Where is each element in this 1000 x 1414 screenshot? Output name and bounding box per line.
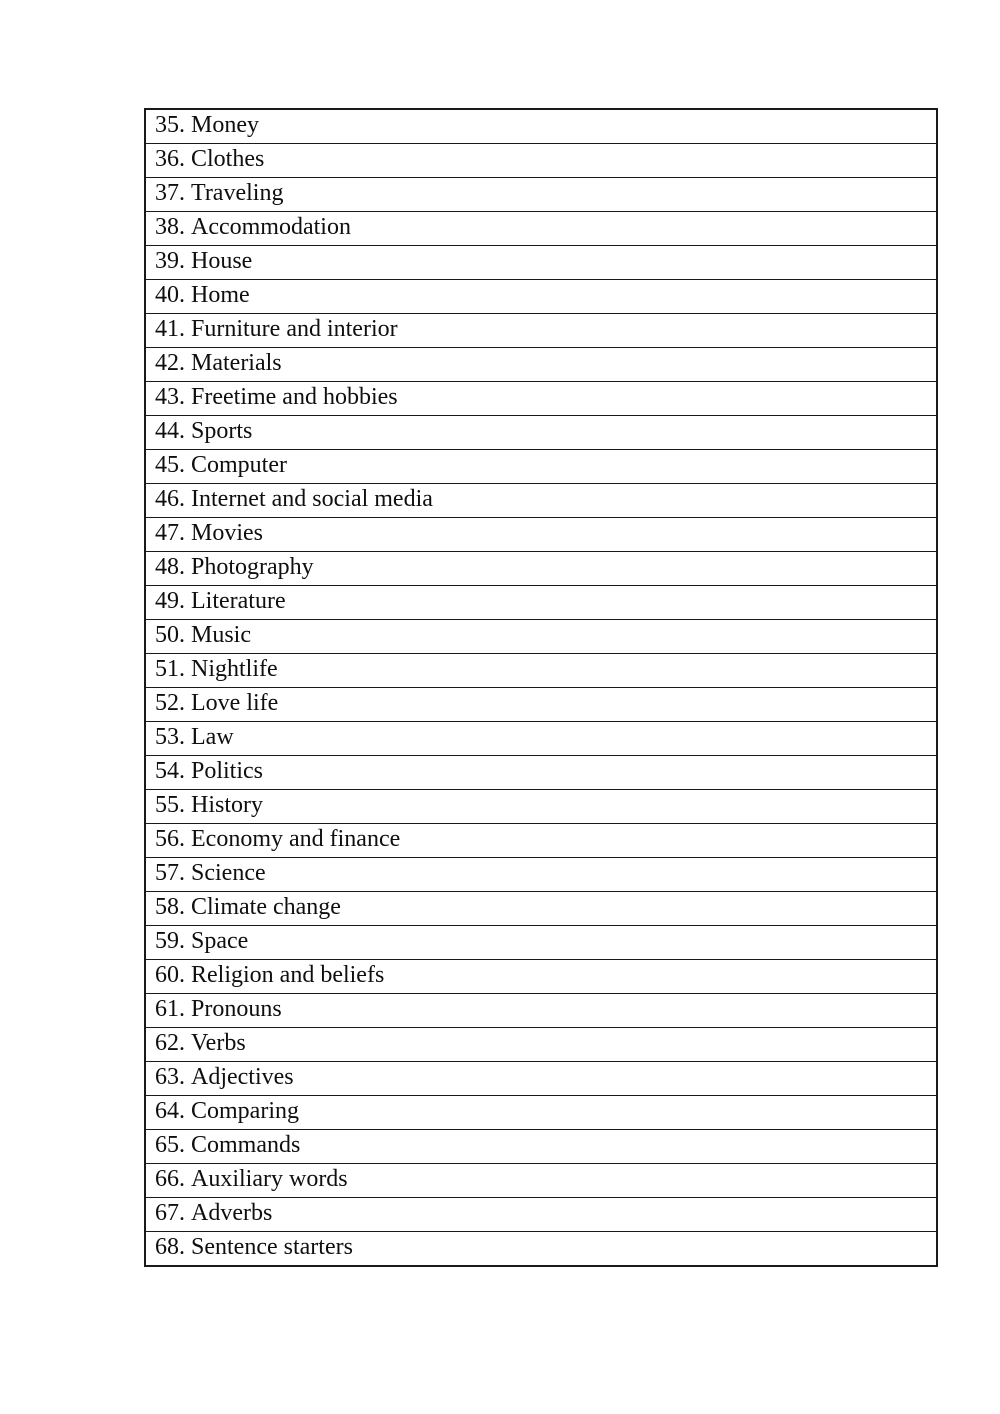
table-row bbox=[145, 484, 937, 518]
table-cell bbox=[145, 212, 937, 246]
table-row bbox=[145, 892, 937, 926]
table-row bbox=[145, 586, 937, 620]
table-cell bbox=[145, 1096, 937, 1130]
table-row bbox=[145, 722, 937, 756]
row-number: 66. bbox=[155, 1166, 185, 1193]
table-cell bbox=[145, 620, 937, 654]
contents-table bbox=[144, 108, 938, 1267]
table-cell bbox=[145, 1164, 937, 1198]
row-number: 38. bbox=[155, 214, 185, 241]
table-cell bbox=[145, 382, 937, 416]
table-cell bbox=[145, 790, 937, 824]
row-label: Comparing bbox=[191, 1098, 299, 1125]
row-number: 48. bbox=[155, 554, 185, 581]
row-label: Adjectives bbox=[191, 1064, 294, 1091]
row-number: 68. bbox=[155, 1234, 185, 1261]
table-cell bbox=[145, 722, 937, 756]
table-row bbox=[145, 654, 937, 688]
row-number: 51. bbox=[155, 656, 185, 683]
row-label: Auxiliary words bbox=[191, 1166, 348, 1193]
table-cell bbox=[145, 1028, 937, 1062]
table-cell bbox=[145, 1198, 937, 1232]
row-label: Politics bbox=[191, 758, 264, 785]
row-label: Religion and beliefs bbox=[191, 962, 385, 989]
table-cell bbox=[145, 416, 937, 450]
row-number: 45. bbox=[155, 452, 185, 479]
row-label: Internet and social media bbox=[191, 486, 433, 513]
row-number: 46. bbox=[155, 486, 185, 513]
table-row bbox=[145, 960, 937, 994]
row-number: 60. bbox=[155, 962, 185, 989]
row-label: Furniture and interior bbox=[191, 316, 398, 343]
table-cell bbox=[145, 1130, 937, 1164]
table-row bbox=[145, 348, 937, 382]
row-label: Adverbs bbox=[191, 1200, 273, 1227]
row-label: Sports bbox=[191, 418, 253, 445]
table-row bbox=[145, 518, 937, 552]
table-row bbox=[145, 926, 937, 960]
table-cell bbox=[145, 552, 937, 586]
row-label: Materials bbox=[191, 350, 282, 377]
table-row bbox=[145, 109, 937, 144]
table-row bbox=[145, 824, 937, 858]
row-label: Space bbox=[191, 928, 249, 955]
row-number: 47. bbox=[155, 520, 185, 547]
contents-table-body bbox=[145, 109, 937, 1266]
row-number: 50. bbox=[155, 622, 185, 649]
table-row bbox=[145, 1096, 937, 1130]
row-label: Computer bbox=[191, 452, 287, 479]
row-number: 63. bbox=[155, 1064, 185, 1091]
table-cell bbox=[145, 484, 937, 518]
row-label: Freetime and hobbies bbox=[191, 384, 398, 411]
table-cell bbox=[145, 178, 937, 212]
table-row bbox=[145, 416, 937, 450]
row-number: 35. bbox=[155, 112, 185, 139]
row-number: 44. bbox=[155, 418, 185, 445]
row-number: 53. bbox=[155, 724, 185, 751]
row-number: 43. bbox=[155, 384, 185, 411]
row-label: Traveling bbox=[191, 180, 284, 207]
table-row bbox=[145, 1164, 937, 1198]
table-cell bbox=[145, 348, 937, 382]
row-label: Photography bbox=[191, 554, 314, 581]
row-label: Accommodation bbox=[191, 214, 351, 241]
row-number: 54. bbox=[155, 758, 185, 785]
row-label: House bbox=[191, 248, 253, 275]
table-row bbox=[145, 858, 937, 892]
row-label: Commands bbox=[191, 1132, 301, 1159]
row-label: Love life bbox=[191, 690, 279, 717]
row-label: Climate change bbox=[191, 894, 341, 921]
table-row bbox=[145, 756, 937, 790]
table-row bbox=[145, 1198, 937, 1232]
table-cell bbox=[145, 280, 937, 314]
row-number: 39. bbox=[155, 248, 185, 275]
row-number: 65. bbox=[155, 1132, 185, 1159]
table-cell bbox=[145, 994, 937, 1028]
row-number: 49. bbox=[155, 588, 185, 615]
row-number: 55. bbox=[155, 792, 185, 819]
table-cell bbox=[145, 450, 937, 484]
table-cell bbox=[145, 586, 937, 620]
row-label: Nightlife bbox=[191, 656, 278, 683]
row-number: 36. bbox=[155, 146, 185, 173]
table-row bbox=[145, 246, 937, 280]
row-label: Sentence starters bbox=[191, 1234, 353, 1261]
table-row bbox=[145, 212, 937, 246]
table-cell bbox=[145, 926, 937, 960]
table-cell bbox=[145, 314, 937, 348]
table-row bbox=[145, 1232, 937, 1267]
row-label: Music bbox=[191, 622, 251, 649]
row-label: Literature bbox=[191, 588, 286, 615]
row-number: 37. bbox=[155, 180, 185, 207]
table-cell bbox=[145, 756, 937, 790]
row-label: Law bbox=[191, 724, 234, 751]
row-label: Money bbox=[191, 112, 259, 139]
row-number: 56. bbox=[155, 826, 185, 853]
row-number: 57. bbox=[155, 860, 185, 887]
table-row bbox=[145, 314, 937, 348]
row-label: Movies bbox=[191, 520, 263, 547]
row-label: History bbox=[191, 792, 263, 819]
row-number: 67. bbox=[155, 1200, 185, 1227]
row-label: Pronouns bbox=[191, 996, 282, 1023]
row-number: 41. bbox=[155, 316, 185, 343]
table-cell bbox=[145, 518, 937, 552]
table-cell bbox=[145, 1232, 937, 1267]
row-label: Home bbox=[191, 282, 250, 309]
table-row bbox=[145, 552, 937, 586]
table-row bbox=[145, 144, 937, 178]
table-cell bbox=[145, 109, 937, 144]
row-number: 40. bbox=[155, 282, 185, 309]
row-label: Verbs bbox=[191, 1030, 246, 1057]
table-row bbox=[145, 1028, 937, 1062]
row-label: Clothes bbox=[191, 146, 265, 173]
row-number: 58. bbox=[155, 894, 185, 921]
table-cell bbox=[145, 824, 937, 858]
table-row bbox=[145, 280, 937, 314]
row-number: 42. bbox=[155, 350, 185, 377]
row-number: 64. bbox=[155, 1098, 185, 1125]
table-cell bbox=[145, 1062, 937, 1096]
table-cell bbox=[145, 858, 937, 892]
table-row bbox=[145, 790, 937, 824]
row-number: 62. bbox=[155, 1030, 185, 1057]
table-row bbox=[145, 1130, 937, 1164]
table-cell bbox=[145, 688, 937, 722]
row-label: Science bbox=[191, 860, 266, 887]
table-cell bbox=[145, 654, 937, 688]
row-label: Economy and finance bbox=[191, 826, 401, 853]
row-number: 61. bbox=[155, 996, 185, 1023]
table-row bbox=[145, 620, 937, 654]
table-cell bbox=[145, 960, 937, 994]
table-row bbox=[145, 1062, 937, 1096]
row-number: 52. bbox=[155, 690, 185, 717]
table-row bbox=[145, 382, 937, 416]
table-row bbox=[145, 450, 937, 484]
table-cell bbox=[145, 246, 937, 280]
table-row bbox=[145, 994, 937, 1028]
table-row bbox=[145, 688, 937, 722]
table-cell bbox=[145, 892, 937, 926]
table-row bbox=[145, 178, 937, 212]
table-cell bbox=[145, 144, 937, 178]
row-number: 59. bbox=[155, 928, 185, 955]
